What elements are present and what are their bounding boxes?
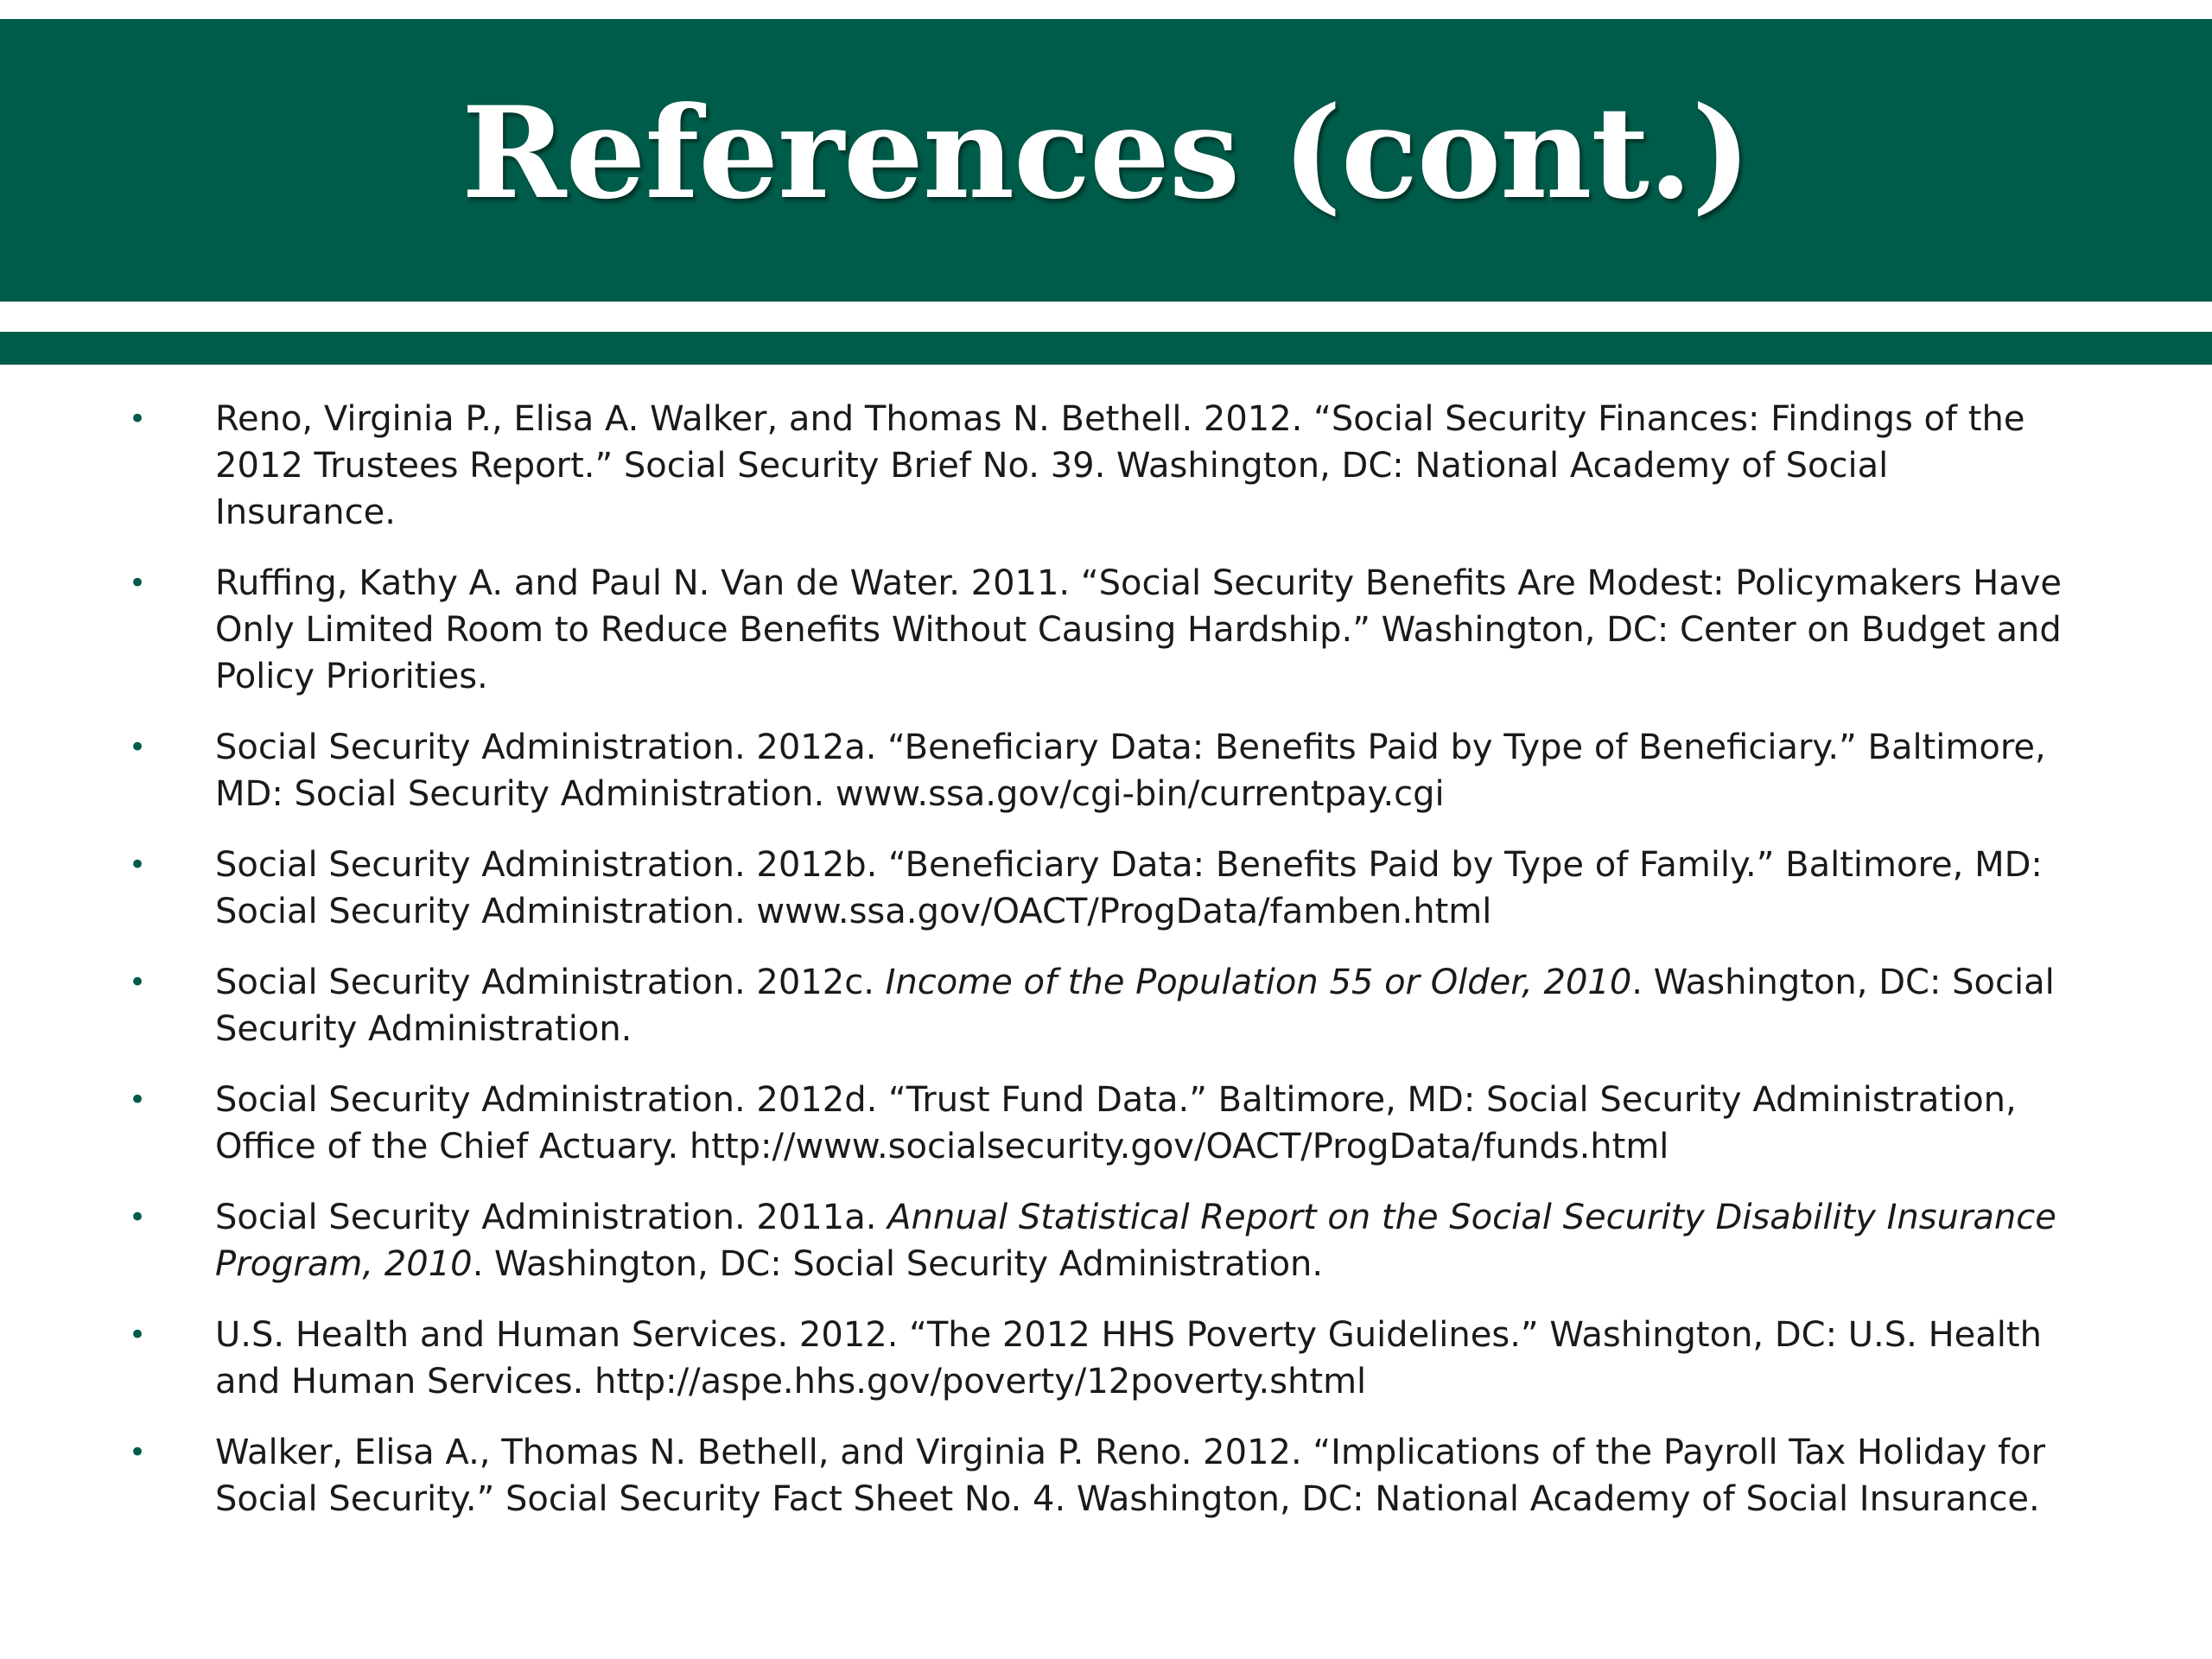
reference-text: Social Security Administration. 2012a. “Beneficiary Data: Benefits Paid by Type of Beneficiary.” Baltimore, MD: Social Security Administration. www.ssa.gov/cgi-bin/currentpay.cgi — [215, 728, 2046, 814]
reference-text: . Washington, DC: Social Security Administration. — [472, 1244, 1324, 1284]
reference-item — [0, 724, 2073, 817]
reference-text: Social Security Administration. 2012b. “Beneficiary Data: Benefits Paid by Type of Family.” Baltimore, MD: Social Security Administration. www.ssa.gov/OACT/ProgData/famben.html — [215, 845, 2043, 931]
reference-item — [0, 1077, 2073, 1170]
bullet-icon: • — [129, 1318, 147, 1352]
reference-item — [0, 1194, 2073, 1287]
title-banner — [0, 19, 2212, 302]
reference-item — [0, 1429, 2073, 1522]
reference-item — [0, 560, 2073, 700]
bullet-icon: • — [129, 1083, 147, 1117]
reference-text: Reno, Virginia P., Elisa A. Walker, and Thomas N. Bethell. 2012. “Social Security Finances: Findings of the 2012 Trustees Report.” Social Security Brief No. 39. Washington, DC: National Academy of Social Insurance. — [215, 399, 2025, 532]
bullet-icon: • — [129, 1435, 147, 1470]
reference-title-italic: Income of the Population 55 or Older, 2010 — [885, 963, 1632, 1002]
reference-title-italic: Annual Statistical Report on the Social Security Disability Insurance Program, 2010 — [215, 1198, 2056, 1284]
bullet-icon: • — [129, 1200, 147, 1235]
reference-text: . Washington, DC: Social Security Administration. — [215, 963, 2055, 1049]
reference-text: Walker, Elisa A., Thomas N. Bethell, and Virginia P. Reno. 2012. “Implications of the Payroll Tax Holiday for Social Security.” Social Security Fact Sheet No. 4. Washington, DC: National Academy of Social Insurance. — [215, 1433, 2046, 1519]
bullet-icon: • — [129, 965, 147, 1000]
reference-list — [0, 396, 2212, 1547]
reference-text: U.S. Health and Human Services. 2012. “The 2012 HHS Poverty Guidelines.” Washington, DC: U.S. Health and Human Services. http://aspe.hhs.gov/poverty/12poverty.shtml — [215, 1315, 2042, 1402]
bullet-icon: • — [129, 730, 147, 765]
reference-text: Social Security Administration. 2011a. — [215, 1198, 888, 1237]
bullet-icon: • — [129, 402, 147, 436]
slide-title: References (cont.) — [461, 79, 1751, 227]
reference-text: Social Security Administration. 2012d. “Trust Fund Data.” Baltimore, MD: Social Security Administration, Office of the Chief Actuary. http://www.socialsecurity.gov/OACT/ProgData/funds.html — [215, 1080, 2017, 1166]
accent-stripe — [0, 332, 2212, 365]
bullet-icon: • — [129, 848, 147, 882]
reference-text: Ruffing, Kathy A. and Paul N. Van de Water. 2011. “Social Security Benefits Are Modest: Policymakers Have Only Limited Room to Reduce Benefits Without Causing Hardship.” Washington, DC: Center on Budget and Policy Priorities. — [215, 563, 2063, 696]
reference-item — [0, 1312, 2073, 1405]
reference-text: Social Security Administration. 2012c. — [215, 963, 886, 1002]
reference-item — [0, 959, 2073, 1052]
reference-item — [0, 842, 2073, 935]
reference-item — [0, 396, 2073, 536]
bullet-icon: • — [129, 566, 147, 601]
